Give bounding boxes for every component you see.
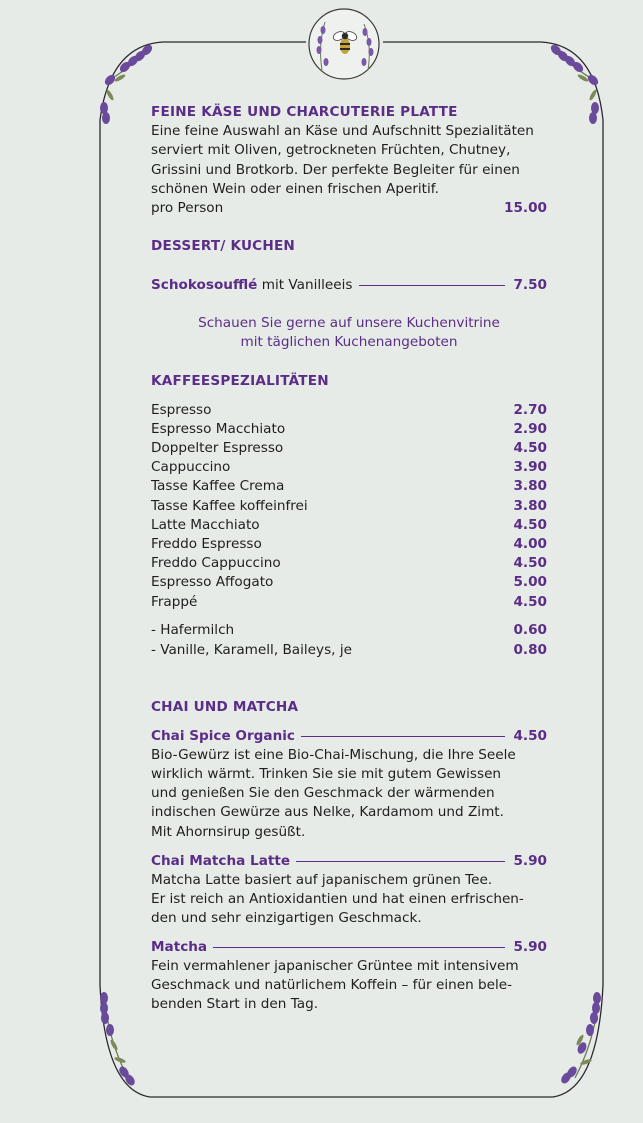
- cheese-unit: pro Person: [151, 200, 224, 216]
- chai-item-name: Matcha: [151, 939, 208, 955]
- coffee-item-row: [151, 458, 547, 477]
- chai-desc-line: Matcha Latte basiert auf japanischem grünen Tee.: [151, 872, 493, 888]
- dessert-item-row: [151, 276, 547, 295]
- dessert-note-line: Schauen Sie gerne auf unsere Kuchenvitrine: [198, 315, 500, 331]
- coffee-item-name: Latte Macchiato: [151, 517, 260, 533]
- section-title-dessert: DESSERT/ KUCHEN: [151, 238, 296, 254]
- price-leader-line: [359, 285, 506, 286]
- section-title-coffee: KAFFEESPEZIALITÄTEN: [151, 373, 329, 389]
- dessert-item-suffix: mit Vanilleeis: [257, 277, 353, 293]
- cheese-desc-line: serviert mit Oliven, getrockneten Früchten, Chutney,: [151, 142, 511, 158]
- coffee-item-row: [151, 439, 547, 458]
- cheese-price-row: [151, 199, 547, 218]
- chai-desc-line: benden Start in den Tag.: [151, 996, 319, 1012]
- chai-item-row: [151, 727, 547, 746]
- dessert-item-price: 7.50: [513, 277, 547, 293]
- price-leader-line: [301, 736, 505, 737]
- section-title-chai: CHAI UND MATCHA: [151, 699, 299, 715]
- lavender-top-left-icon: [100, 43, 154, 124]
- coffee-item-row: [151, 401, 547, 420]
- chai-desc-line: Er ist reich an Antioxidantien und hat einen erfrischen-: [151, 891, 524, 907]
- price-leader-line: [213, 947, 505, 948]
- coffee-item-row: [151, 477, 547, 496]
- cheese-desc-line: Grissini und Brotkorb. Der perfekte Begleiter für einen: [151, 161, 520, 178]
- coffee-extra-row: [151, 641, 547, 660]
- chai-item-name: Chai Matcha Latte: [151, 853, 291, 869]
- coffee-item-name: Tasse Kaffee Crema: [151, 478, 285, 494]
- coffee-item-name: Frappé: [151, 594, 198, 610]
- chai-item-row: [151, 852, 547, 871]
- dessert-item-name: Schokosoufflé: [151, 277, 258, 293]
- coffee-item-price: 3.90: [513, 459, 547, 475]
- coffee-extra-name: - Vanille, Karamell, Baileys, je: [151, 642, 352, 658]
- chai-desc-line: und genießen Sie den Geschmack der wärmenden: [151, 785, 495, 801]
- dessert-note-line: mit täglichen Kuchenangeboten: [240, 334, 458, 350]
- coffee-item-price: 3.80: [513, 498, 547, 514]
- coffee-item-price: 4.00: [513, 536, 547, 552]
- coffee-extra-row: [151, 621, 547, 640]
- cheese-desc-line: schönen Wein oder einen frischen Aperitif.: [151, 180, 439, 197]
- coffee-item-name: Freddo Cappuccino: [151, 555, 281, 571]
- coffee-item-row: [151, 516, 547, 535]
- coffee-item-price: 4.50: [513, 594, 547, 610]
- coffee-item-price: 4.50: [513, 440, 547, 456]
- coffee-extra-name: - Hafermilch: [151, 622, 235, 638]
- coffee-item-price: 2.90: [513, 421, 547, 437]
- coffee-item-name: Cappuccino: [151, 459, 231, 475]
- coffee-extra-price: 0.60: [513, 622, 547, 638]
- cheese-price: 15.00: [504, 200, 547, 216]
- chai-desc-line: Geschmack und natürlichem Koffein – für einen bele-: [151, 977, 513, 993]
- coffee-item-price: 4.50: [513, 555, 547, 571]
- chai-item-row: [151, 938, 547, 957]
- lavender-bottom-right-icon: [559, 992, 601, 1085]
- chai-desc-line: Mit Ahornsirup gesüßt.: [151, 824, 306, 840]
- coffee-extra-price: 0.80: [513, 642, 547, 658]
- coffee-item-name: Tasse Kaffee koffeinfrei: [151, 498, 308, 514]
- bee-medallion-icon: [309, 9, 379, 79]
- lavender-top-right-icon: [549, 43, 600, 124]
- chai-item-name: Chai Spice Organic: [151, 728, 295, 744]
- chai-desc-line: Bio-Gewürz ist eine Bio-Chai-Mischung, die Ihre Seele: [151, 747, 516, 763]
- chai-desc-line: indischen Gewürze aus Nelke, Kardamom und Zimt.: [151, 804, 504, 820]
- coffee-item-name: Espresso: [151, 402, 212, 418]
- chai-desc-line: Fein vermahlener japanischer Grüntee mit intensivem: [151, 958, 519, 974]
- coffee-item-name: Espresso Macchiato: [151, 421, 286, 437]
- coffee-item-price: 3.80: [513, 478, 547, 494]
- price-leader-line: [296, 861, 505, 862]
- chai-desc-line: den und sehr einzigartigen Geschmack.: [151, 910, 422, 926]
- coffee-item-row: [151, 554, 547, 573]
- chai-desc-line: wirklich wärmt. Trinken Sie sie mit gutem Gewissen: [151, 766, 502, 782]
- coffee-item-name: Doppelter Espresso: [151, 440, 284, 456]
- chai-item-price: 4.50: [513, 728, 547, 744]
- coffee-item-row: [151, 573, 547, 592]
- cheese-desc-line: Eine feine Auswahl an Käse und Aufschnitt Spezialitäten: [151, 123, 534, 139]
- coffee-item-price: 2.70: [513, 402, 547, 418]
- coffee-item-row: [151, 593, 547, 612]
- chai-item-price: 5.90: [513, 853, 547, 869]
- coffee-item-price: 5.00: [513, 574, 547, 590]
- coffee-item-name: Freddo Espresso: [151, 536, 262, 552]
- chai-item-price: 5.90: [513, 939, 547, 955]
- coffee-item-row: [151, 420, 547, 439]
- coffee-item-row: [151, 497, 547, 516]
- coffee-item-row: [151, 535, 547, 554]
- coffee-item-price: 4.50: [513, 517, 547, 533]
- coffee-item-name: Espresso Affogato: [151, 574, 274, 590]
- section-title-cheese: FEINE KÄSE UND CHARCUTERIE PLATTE: [151, 104, 458, 120]
